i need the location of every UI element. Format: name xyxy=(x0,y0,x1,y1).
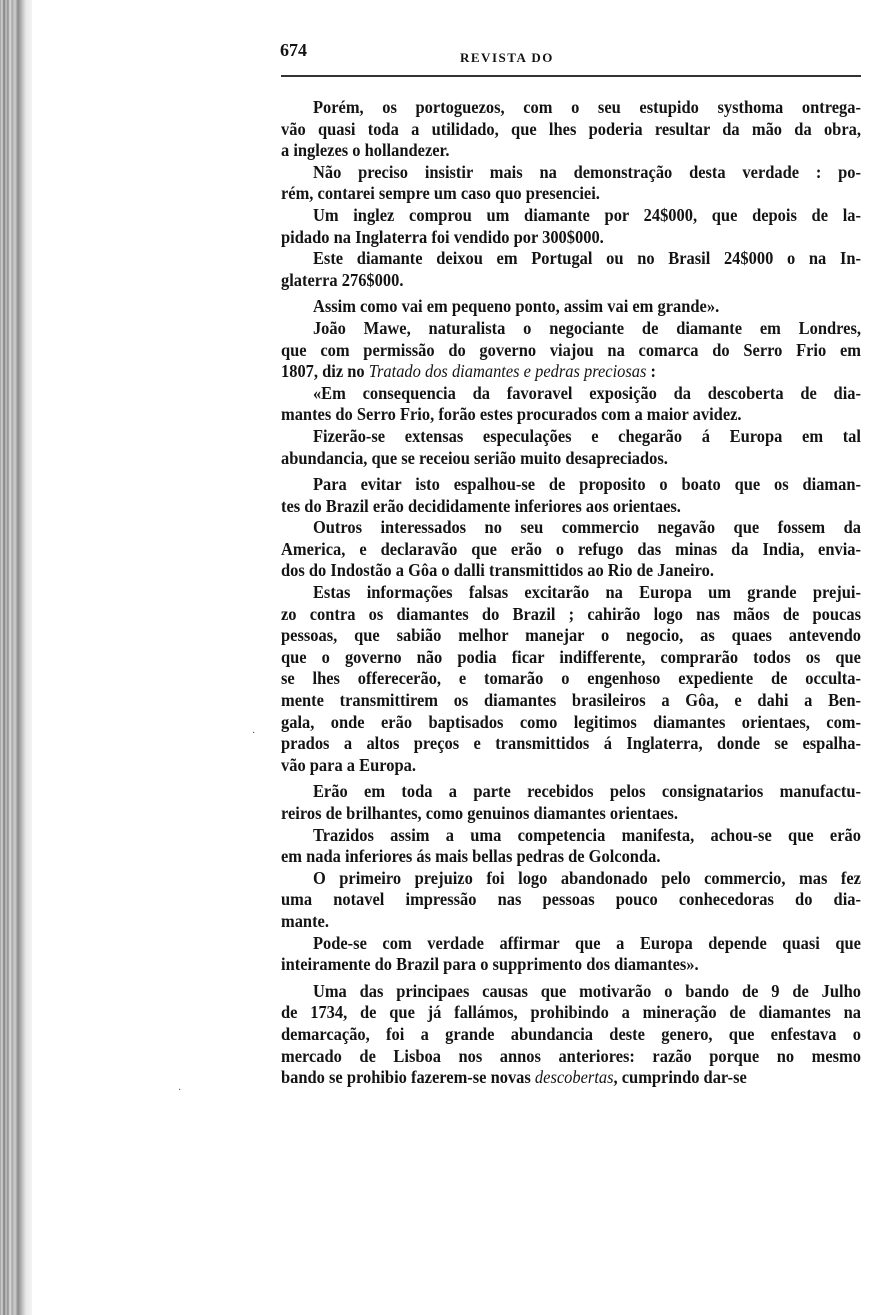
scan-speck: · xyxy=(252,728,256,739)
text-line xyxy=(281,361,861,383)
text-segment: Trazidos assim a uma competencia manifesta, achou-se que erão xyxy=(312,824,861,845)
text-line xyxy=(281,474,861,496)
running-head: REVISTA DO xyxy=(460,50,554,65)
text-line xyxy=(281,119,861,141)
text-line xyxy=(281,889,861,911)
paragraph xyxy=(281,517,861,582)
text-line xyxy=(281,668,861,690)
text-segment: pessoas, que sabião melhor manejar o negocio, as quaes antevendo xyxy=(281,625,861,646)
text-segment: pidado na Inglaterra foi vendido por 300$000. xyxy=(281,226,604,247)
text-segment: Uma das principaes causas que motivarão o bando de 9 de Julho xyxy=(312,980,861,1001)
text-segment: glaterra 276$000. xyxy=(281,269,404,290)
text-line xyxy=(281,625,861,647)
text-line xyxy=(281,690,861,712)
text-line xyxy=(281,604,861,626)
text-segment: inteiramente do Brazil para o supprimento dos diamantes». xyxy=(281,954,699,975)
text-line xyxy=(281,846,861,868)
text-line xyxy=(281,248,861,270)
text-segment: reiros de brilhantes, como genuinos diamantes orientaes. xyxy=(281,803,678,823)
text-segment: tes do Brazil erão decididamente inferiores aos orientaes. xyxy=(281,495,681,516)
italic-title: descobertas xyxy=(534,1067,614,1088)
text-segment: Outros interessados no seu commercio negavão que fossem da xyxy=(312,517,861,538)
text-line xyxy=(281,647,861,669)
text-line xyxy=(281,296,861,318)
text-segment: Porém, os portoguezos, com o seu estupido systhoma ontrega- xyxy=(312,97,861,117)
text-line xyxy=(281,162,861,184)
text-segment: Erão em toda a parte recebidos pelos consignatarios manufactu- xyxy=(312,781,861,802)
text-segment: de 1734, de que já fallámos, prohibindo a mineração de diamantes na xyxy=(281,1002,861,1023)
text-segment: se lhes offerecerão, e tomarão o engenhoso expediente de occulta- xyxy=(281,668,861,689)
header-rule xyxy=(281,75,861,77)
text-segment: que com permissão do governo viajou na comarca do Serro Frio em xyxy=(281,339,861,360)
paragraph xyxy=(281,981,861,1089)
text-segment: em nada inferiores ás mais bellas pedras de Golconda. xyxy=(281,846,661,867)
text-line xyxy=(281,733,861,755)
text-line xyxy=(281,1067,861,1089)
text-line xyxy=(281,712,861,734)
text-segment: mente transmittirem os diamantes brasileiros a Gôa, e dahi a Ben- xyxy=(281,690,861,711)
text-segment: : xyxy=(646,361,657,382)
text-segment: rém, contarei sempre um caso quo presenciei. xyxy=(281,183,600,204)
paragraph xyxy=(281,296,861,318)
paragraph xyxy=(281,868,861,933)
text-line xyxy=(281,1002,861,1024)
page-number: 674 xyxy=(280,40,307,60)
paragraph xyxy=(281,383,861,426)
text-segment: Assim como vai em pequeno ponto, assim vai em grande». xyxy=(312,296,720,317)
text-segment: Um inglez comprou um diamante por 24$000, que depois de la- xyxy=(312,204,861,225)
text-segment: Não preciso insistir mais na demonstração desta verdade : po- xyxy=(312,161,861,182)
text-line xyxy=(281,140,861,162)
text-segment: Pode-se com verdade affirmar que a Europa depende quasi que xyxy=(312,932,861,953)
text-line xyxy=(281,539,861,561)
scan-speck: · xyxy=(178,1085,182,1096)
text-segment: João Mawe, naturalista o negociante de diamante em Londres, xyxy=(312,317,861,338)
text-line xyxy=(281,781,861,803)
text-line xyxy=(281,318,861,340)
paragraph xyxy=(281,933,861,976)
text-line xyxy=(281,755,861,777)
text-line xyxy=(281,868,861,890)
text-line xyxy=(281,560,861,582)
text-segment: que o governo não podia ficar indifferente, comprarão todos os que xyxy=(281,646,861,667)
text-line xyxy=(281,496,861,518)
text-segment: , cumprindo dar-se xyxy=(613,1067,747,1088)
text-segment: prados a altos preços e transmittidos á Inglaterra, donde se espalha- xyxy=(281,733,861,754)
text-segment: America, e declaravão que erão o refugo das minas da India, envia- xyxy=(281,538,861,559)
book-binding-edge xyxy=(0,0,32,1315)
text-segment: mantes do Serro Frio, forão estes procurados com a maior avidez. xyxy=(281,404,742,425)
text-line xyxy=(281,448,861,470)
text-segment: O primeiro prejuizo foi logo abandonado pelo commercio, mas fez xyxy=(312,867,861,888)
paragraph xyxy=(281,474,861,517)
text-segment: Para evitar isto espalhou-se de proposito o boato que os diaman- xyxy=(312,474,861,495)
text-segment: abundancia, que se receiou serião muito desapreciados. xyxy=(281,447,668,468)
text-segment: Fizerão-se extensas especulações e chegarão á Europa em tal xyxy=(312,425,861,446)
text-line xyxy=(281,404,861,426)
text-segment: gala, onde erão baptisados como legitimos diamantes orientaes, com- xyxy=(281,711,861,732)
text-segment: Este diamante deixou em Portugal ou no Brasil 24$000 o na In- xyxy=(312,248,861,269)
text-segment: «Em consequencia da favoravel exposição da descoberta de dia- xyxy=(312,382,861,403)
text-line xyxy=(281,582,861,604)
paragraph xyxy=(281,97,861,162)
text-line xyxy=(281,803,861,825)
text-line xyxy=(281,825,861,847)
text-line xyxy=(281,183,861,205)
paragraph xyxy=(281,162,861,205)
text-line xyxy=(281,383,861,405)
text-segment: mante. xyxy=(281,910,329,931)
text-segment: demarcação, foi a grande abundancia deste genero, que enfestava o xyxy=(281,1023,861,1044)
text-line xyxy=(281,933,861,955)
text-segment: bando se prohibio fazerem-se novas xyxy=(281,1067,535,1088)
text-line xyxy=(281,227,861,249)
text-line xyxy=(281,1024,861,1046)
text-line xyxy=(281,97,861,119)
text-line xyxy=(281,1046,861,1068)
text-line xyxy=(281,340,861,362)
text-line xyxy=(281,426,861,448)
italic-title: Tratado dos diamantes e pedras preciosas xyxy=(368,361,647,382)
paragraph xyxy=(281,248,861,291)
text-segment: Estas informações falsas excitarão na Europa um grande prejui- xyxy=(312,582,861,603)
text-line xyxy=(281,205,861,227)
text-line xyxy=(281,981,861,1003)
paragraph xyxy=(281,318,861,383)
text-segment: uma notavel impressão nas pessoas pouco conhecedoras do dia- xyxy=(281,889,861,910)
text-segment: vão para a Europa. xyxy=(281,754,416,775)
text-line xyxy=(281,270,861,292)
text-segment: dos do Indostão a Gôa o dalli transmittidos ao Rio de Janeiro. xyxy=(281,560,714,581)
text-segment: 1807, diz no xyxy=(281,361,369,382)
body-text xyxy=(281,97,861,1089)
text-segment: a inglezes o hollandezer. xyxy=(281,140,450,161)
paragraph xyxy=(281,781,861,824)
text-line xyxy=(281,517,861,539)
paragraph xyxy=(281,205,861,248)
text-line xyxy=(281,911,861,933)
text-segment: zo contra os diamantes do Brazil ; cahirão logo nas mãos de poucas xyxy=(281,603,861,624)
text-segment: vão quasi toda a utilidado, que lhes poderia resultar da mão da obra, xyxy=(281,118,861,139)
paragraph xyxy=(281,582,861,776)
paragraph xyxy=(281,426,861,469)
paragraph xyxy=(281,825,861,868)
text-segment: mercado de Lisboa nos annos anteriores: razão porque no mesmo xyxy=(281,1045,861,1066)
text-line xyxy=(281,954,861,976)
